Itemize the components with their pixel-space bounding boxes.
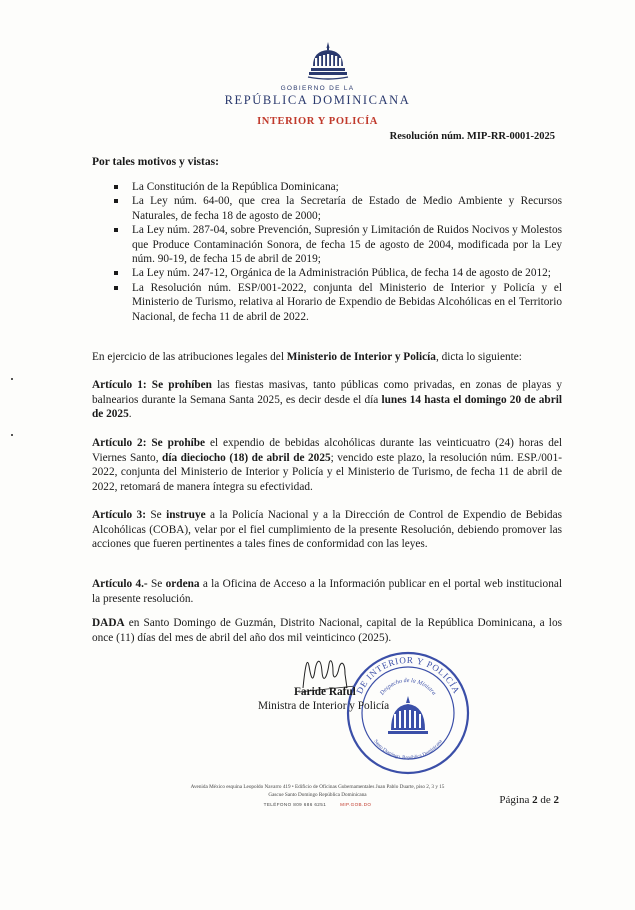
government-label: GOBIERNO DE LA [280,85,355,92]
list-item: La Ley núm. 287-04, sobre Prevención, Supresión y Limitación de Ruidos Nocivos y Molestos que Produce Contaminación Sonora, de fecha 15 de agosto de 2004, modificada por la Ley núm. 90-19, de fecha 15 de abril de 2019; [112,223,562,266]
footer-address-line-2: Gascue Santo Domingo República Dominicana [268,792,367,798]
scan-mark [11,434,13,436]
list-item: La Ley núm. 247-12, Orgánica de la Administración Pública, de fecha 14 de agosto de 2012; [112,266,562,280]
official-seal-icon [343,648,473,778]
resolution-number: Resolución núm. MIP-RR-0001-2025 [389,131,555,142]
signer-name: Faride Raful [294,686,356,698]
footer-phone: TELÉFONO 809 686 6251 [263,802,327,807]
vistas-list [112,180,562,324]
article-2-label: Artículo 2: Se prohíbe [92,437,206,449]
footer-address-line-1: Avenida México esquina Leopoldo Navarro 419 • Edificio de Oficinas Gubernamentales Juan Pablo Duarte, piso 2, 3 y 15 [190,784,445,790]
article-3: Artículo 3: Se instruye a la Policía Nacional y a la Dirección de Control de Expendio de Bebidas Alcohólicas (COBA), velar por el fiel cumplimiento de la presente Resolución, debiendo promover las acciones que fueren pertinentes a tales fines de conformidad con las leyes. [92,509,562,551]
seal-inner-text: Despacho de la Ministra [379,677,437,697]
dada-paragraph: DADA en Santo Domingo de Guzmán, Distrito Nacional, capital de la República Dominicana, a los once (11) días del mes de abril del año dos mil veinticinco (2025). [92,617,562,644]
signer-title: Ministra de Interior y Policía [258,700,390,712]
vistas-heading: Por tales motivos y vistas: [92,156,219,168]
ministry-name: INTERIOR Y POLICÍA [257,116,378,127]
list-item: La Constitución de la República Dominicana; [112,180,562,194]
government-shield-logo-icon [305,40,351,82]
svg-text:DE INTERIOR Y POLICÍA [354,655,462,696]
seal-bottom-text: Santo Domingo, República Dominicana [372,739,444,762]
dada-label: DADA [92,617,125,629]
article-2: Artículo 2: Se prohíbe el expendio de bebidas alcohólicas durante las veinticuatro (24) horas del Viernes Santo, día dieciocho (18) de abril de 2025; vencido este plazo, la resolución núm. ESP./001-2022, conjunta del Ministerio de Interior y Policía y el Ministerio de Turismo, de fecha 11 de abril de 2022, retomará de manera íntegra su efectividad. [92,437,562,494]
page-number: Página 2 de 2 [499,794,559,806]
intro-paragraph: En ejercicio de las atribuciones legales del Ministerio de Interior y Policía, dicta lo siguiente: [92,351,522,363]
seal-top-text: DE INTERIOR Y POLICÍA [354,654,462,696]
article-4-label: Artículo 4.- [92,578,148,590]
svg-text:Santo Domingo, República Domin [372,739,444,762]
government-name: REPÚBLICA DOMINICANA [224,93,411,107]
scan-mark [11,378,13,380]
article-1: Artículo 1: Se prohíben las fiestas masivas, tanto públicas como privadas, en zonas de playas y balnearios durante la Semana Santa 2025, es decir desde el día lunes 14 hasta el domingo 20 de abril de 2025. [92,379,562,421]
list-item: La Resolución núm. ESP/001-2022, conjunta del Ministerio de Interior y Policía y el Ministerio de Turismo, relativa al Horario de Expendio de Bebidas Alcohólicas en el Territorio Nacional, de fecha 11 de abril de 2022. [112,281,562,324]
footer-website: MIP.GOB.DO [340,802,372,807]
article-3-label: Artículo 3: [92,509,146,521]
list-item: La Ley núm. 64-00, que crea la Secretaría de Estado de Medio Ambiente y Recursos Naturales, de fecha 18 de agosto de 2000; [112,194,562,223]
svg-text:Despacho de la Ministra [379,678,437,697]
intro-ministry-bold: Ministerio de Interior y Policía [286,351,436,363]
article-1-label: Artículo 1: Se prohíben [92,379,212,391]
article-4: Artículo 4.- Se ordena a la Oficina de Acceso a la Información publicar en el portal web institucional la presente resolución. [92,578,563,605]
